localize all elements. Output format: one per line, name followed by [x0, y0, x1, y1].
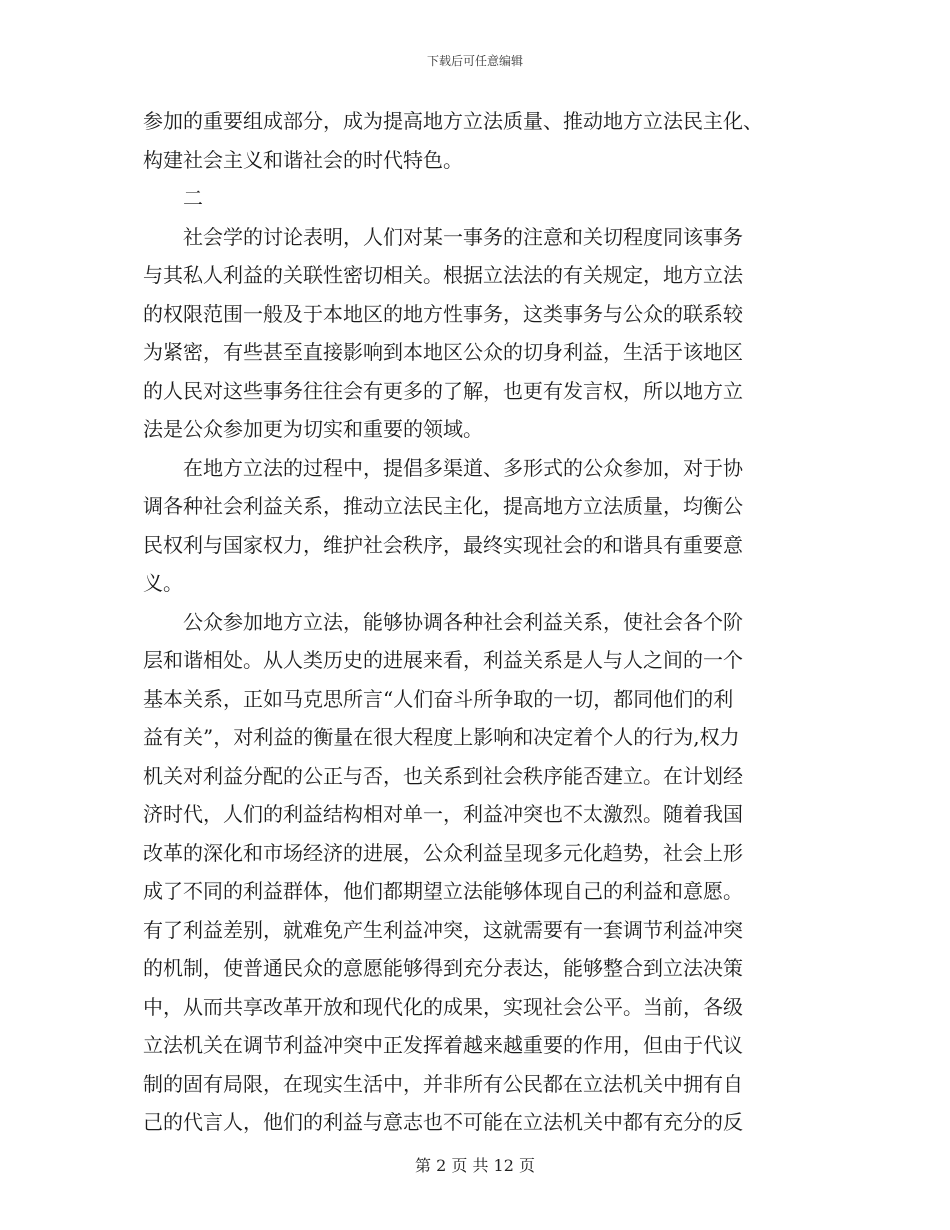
text-line: 法是公众参加更为切实和重要的领域。 [143, 417, 483, 441]
text-line: 成了不同的利益群体，他们都期望立法能够体现自己的利益和意愿。 [143, 879, 743, 903]
text-line: 的权限范围一般及于本地区的地方性事务，这类事务与公众的联系较 [143, 301, 743, 326]
text-line: 中，从而共享改革开放和现代化的成果，实现社会公平。当前，各级 [143, 994, 743, 1019]
text-line: 的机制，使普通民众的意愿能够得到充分表达，能够整合到立法决策 [143, 956, 743, 980]
text-line: 在地方立法的过程中，提倡多渠道、多形式的公众参加，对于协 [143, 455, 743, 480]
text-line: 与其私人利益的关联性密切相关。根据立法法的有关规定，地方立法 [143, 263, 743, 287]
text-line: 制的固有局限，在现实生活中，并非所有公民都在立法机关中拥有自 [143, 1071, 743, 1096]
text-line: 二 [143, 186, 203, 210]
text-line: 社会学的讨论表明，人们对某一事务的注意和关切程度同该事务 [143, 224, 743, 249]
text-line: 层和谐相处。从人类历史的进展来看，利益关系是人与人之间的一个 [143, 648, 743, 672]
page-header: 下载后可任意编辑 [426, 54, 523, 68]
text-line: 民权利与国家权力，维护社会秩序，最终实现社会的和谐具有重要意 [143, 532, 743, 557]
text-line: 公众参加地方立法，能够协调各种社会利益关系，使社会各个阶 [143, 609, 743, 634]
text-line: 有了利益差别，就难免产生利益冲突，这就需要有一套调节利益冲突 [143, 917, 743, 942]
text-line: 济时代，人们的利益结构相对单一，利益冲突也不太激烈。随着我国 [143, 802, 743, 826]
text-line: 参加的重要组成部分，成为提高地方立法质量、推动地方立法民主化、 [143, 109, 763, 133]
text-line: 构建社会主义和谐社会的时代特色。 [143, 147, 463, 172]
text-line: 的人民对这些事务往往会有更多的了解，也更有发言权，所以地方立 [143, 378, 743, 403]
text-line: 义。 [143, 571, 183, 595]
text-line: 改革的深化和市场经济的进展，公众利益呈现多元化趋势，社会上形 [143, 840, 743, 865]
text-line: 为紧密，有些甚至直接影响到本地区公众的切身利益，生活于该地区 [143, 340, 743, 364]
text-line: 益有关”，对利益的衡量在很大程度上影响和决定着个人的行为,权力 [143, 725, 740, 749]
text-line: 己的代言人，他们的利益与意志也不可能在立法机关中都有充分的反 [143, 1110, 743, 1134]
text-line: 机关对利益分配的公正与否，也关系到社会秩序能否建立。在计划经 [143, 763, 743, 788]
page-footer: 第 2 页 共 12 页 [415, 1156, 535, 1175]
text-line: 调各种社会利益关系，推动立法民主化，提高地方立法质量，均衡公 [143, 494, 743, 518]
text-line: 基本关系，正如马克思所言“人们奋斗所争取的一切，都同他们的利 [143, 686, 734, 711]
body-text [143, 102, 803, 1142]
text-line: 立法机关在调节利益冲突中正发挥着越来越重要的作用，但由于代议 [143, 1033, 743, 1057]
